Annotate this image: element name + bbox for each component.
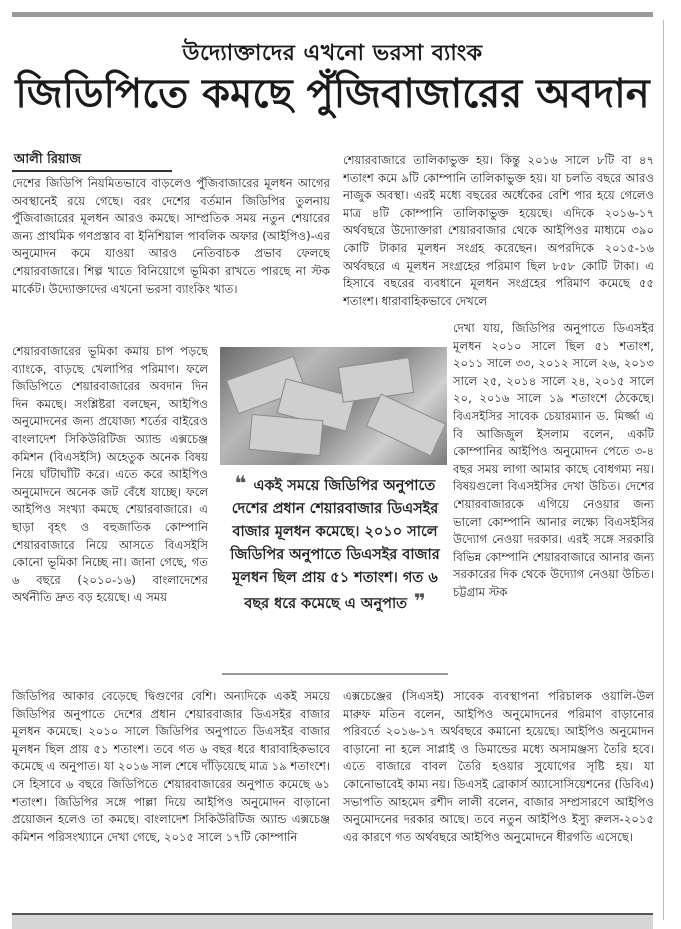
column-1-narrow: [12, 343, 208, 678]
pull-quote: [222, 472, 448, 672]
body-paragraph: জিডিপির আকার বেড়েছে দ্বিগুণের বেশি। অন্যদিকে একই সময়ে জিডিপির অনুপাতে দেশের প্রধান শেয়ারবাজার ডিএসইর বাজার মূলধন কমেছে। ২০১০ সালে জিডিপির অনুপাতে ডিএসইর বাজার মূলধন ছিল প্রায় ৫১ শতাংশ। তবে গত ৬ বছর ধরে ধারাবাহিকভাবে কমেছে এ অনুপাত। যা ২০১৬ সাল শেষে দাঁড়িয়েছে মাত্র ১৯ শতাংশে। সে হিসাবে ৬ বছরে জিডিপিতে শেয়ারবাজারের অনুপাত কমেছে ৬১ শতাংশ। জিডিপির সঙ্গে পাল্লা দিয়ে আইপিও অনুমোদন বাড়ানো প্রয়োজন হলেও তা কমছে। বাংলাদেশ সিকিউরিটিজ অ্যান্ড এক্সচেঞ্জ কমিশন পরিসংখ্যানে দেখা গেছে, ২০১৫ সালে ১৭টি কোম্পানি: [12, 689, 330, 844]
top-rule: [12, 12, 653, 17]
byline: আলী রিয়াজ: [14, 152, 82, 167]
body-paragraph: দেখা যায়, জিডিপির অনুপাতে ডিএসইর মূলধন ২০১০ সালে ছিল ৫১ শতাংশ, ২০১১ সালে ৩৩, ২০১২ সালে ২৬, ২০১৩ সালে ২৫, ২০১৪ সালে ২৪, ২০১৫ সালে ২০, ২০১৬ সালে ১৯ শতাংশে ঠেকেছে। বিএসইসির সাবেক চেয়ারম্যান ড. মির্জ্জা এ বি আজিজুল ইসলাম বলেন, একটি কোম্পানির আইপিও অনুমোদন পেতে ৩-৪ বছর সময় লাগা আমার কাছে বোধগম্য নয়। বিষয়গুলো বিএসইসির দেখা উচিত। দেশের শেয়ারবাজারকে এগিয়ে নেওয়ার জন্য ভালো কোম্পানি আনার লক্ষ্যে বিএসইসির উদ্যোগ নেওয়া দরকার। এরই সঙ্গে সরকারি বিভিন্ন কোম্পানি শেয়ারবাজারে আনার জন্য সরকারের দিক থেকে উদ্যোগ নেওয়া উচিত। চট্টগ্রাম স্টক: [453, 321, 654, 599]
body-paragraph: শেয়ারবাজারের ভূমিকা কমায় চাপ পড়ছে ব্যাংকে, বাড়ছে খেলাপির পরিমাণ। ফলে জিডিপিতে শেয়ারবাজারের অবদান দিন দিন কমছে। সংশ্লিষ্টরা বলছেন, আইপিও অনুমোদনের জন্য প্রযোজ্য শর্তের বাইরেও বাংলাদেশ সিকিউরিটিজ অ্যান্ড এক্সচেঞ্জ কমিশন (বিএসইসি) অহেতুক অনেক বিষয় নিয়ে ঘাঁটাঘাঁটি করে। এতে করে আইপিও অনুমোদনে অনেক জট বেঁধে যাচ্ছে। ফলে আইপিও সংখ্যা কমছে শেয়ারবাজারে। এ ছাড়া বৃহৎ ও বহুজাতিক কোম্পানি শেয়ারবাজারে নিয়ে আসতে বিএসইসি কোনো ভূমিকা নিচ্ছে না। জানা গেছে, গত ৬ বছরে (২০১০-১৬) বাংলাদেশের অর্থনীতি দ্রুত বড় হয়েছে। এ সময়: [12, 344, 208, 605]
headline: জিডিপিতে কমছে পুঁজিবাজারের অবদান: [15, 71, 650, 117]
pull-quote-rule: [222, 673, 448, 675]
body-paragraph: এক্সচেঞ্জের (সিএসই) সাবেক ব্যবস্থাপনা পরিচালক ওয়ালি-উল মারুফ মতিন বলেন, আইপিও অনুমোদনের পরিমাণ বাড়ানোর পরিবর্তে ২০১৬-১৭ অর্থবছরে কমানো হয়েছে। আইপিও অনুমোদন বাড়ানো না হলে সাপ্লাই ও ডিমান্ডের মধ্যে অসামঞ্জস্য তৈরি হবে। এতে বাজারে বাবল তৈরি হওয়ার সুযোগের সৃষ্টি হয়। যা কোনোভাবেই কাম্য নয়। ডিএসই ব্রোকার্স অ্যাসোসিয়েশনের (ডিবিএ) সভাপতি আহমেদ রশীদ লালী বলেন, বাজার সম্প্রসারণে আইপিও অনুমোদনের দরকার আছে। তবে নতুন আইপিও ইস্যু রুলস-২০১৫ এর কারণে গত অর্থবছরে আইপিও অনুমোদনে ধীরগতি এসেছে।: [343, 689, 654, 844]
column-2-bottom: [343, 688, 654, 893]
byline-rule: [12, 170, 172, 172]
open-quote-icon: ❝: [234, 471, 254, 495]
kicker: উদ্যোক্তাদের এখনো ভরসা ব্যাংক: [182, 41, 483, 66]
body-paragraph: দেশের জিডিপি নিয়মিতভাবে বাড়লেও পুঁজিবাজারের মূলধন আগের অবস্থানেই রয়ে গেছে। বরং দেশের বর্তমান জিডিপির তুলনায় পুঁজিবাজারের মূলধন আরও কমছে। সাম্প্রতিক সময় নতুন শেয়ারের জন্য প্রাথমিক গণপ্রস্তাব বা ইনিশিয়াল পাবলিক অফার (আইপিও)-এর অনুমোদন কমে যাওয়া আরও নেতিবাচক প্রভাব ফেলছে শেয়ারবাজারে। শিল্প খাতে বিনিয়োগে ভূমিকা রাখতে পারছে না স্টক মার্কেট। উদ্যোক্তাদের এখনো ভরসা ব্যাংকিং খাত।: [12, 176, 330, 296]
banknote: [249, 414, 324, 456]
adjacent-page-edge: [663, 20, 681, 920]
pull-quote-text: একই সময়ে জিডিপির অনুপাতে দেশের প্রধান শেয়ারবাজার ডিএসইর বাজার মূলধন কমেছে। ২০১০ সালে জিডিপির অনুপাতে ডিএসইর বাজার মূলধন ছিল প্রায় ৫১ শতাংশ। গত ৬ বছর ধরে কমেছে এ অনুপাত: [230, 478, 440, 612]
close-quote-icon: ❞: [407, 589, 426, 613]
money-photo: [220, 347, 447, 465]
column-1-top: [12, 175, 330, 340]
banknote: [366, 393, 446, 456]
body-paragraph: শেয়ারবাজারে তালিকাভুক্ত হয়। কিন্তু ২০১৬ সালে ৮টি বা ৪৭ শতাংশ কমে ৯টি কোম্পানি তালিকাভুক্ত হয়। যা চলতি বছরে আরও নাজুক অবস্থা। এরই মধ্যে বছরের অর্ধেকের বেশি পার হয়ে গেলেও মাত্র ৪টি কোম্পানি তালিকাভুক্ত হয়েছে। এদিকে ২০১৬-১৭ অর্থবছরে উদ্যোক্তারা শেয়ারবাজার থেকে আইপিওর মাধ্যমে ৩৯০ কোটি টাকার মূলধন সংগ্রহ করেছেন। অপরদিকে ২০১৫-১৬ অর্থবছরে এ মূলধন সংগ্রহের পরিমাণ ছিল ৮৫৮ কোটি টাকা। এ হিসাবে বছরের ব্যবধানে মূলধন সংগ্রহের পরিমাণ কমেছে ৫৫ শতাংশ। ধারাবাহিকভাবে দেখলে: [343, 153, 654, 308]
column-2-top: [343, 152, 654, 317]
banknote: [338, 357, 414, 403]
column-2-narrow: [453, 320, 654, 692]
column-1-bottom: [12, 688, 330, 893]
